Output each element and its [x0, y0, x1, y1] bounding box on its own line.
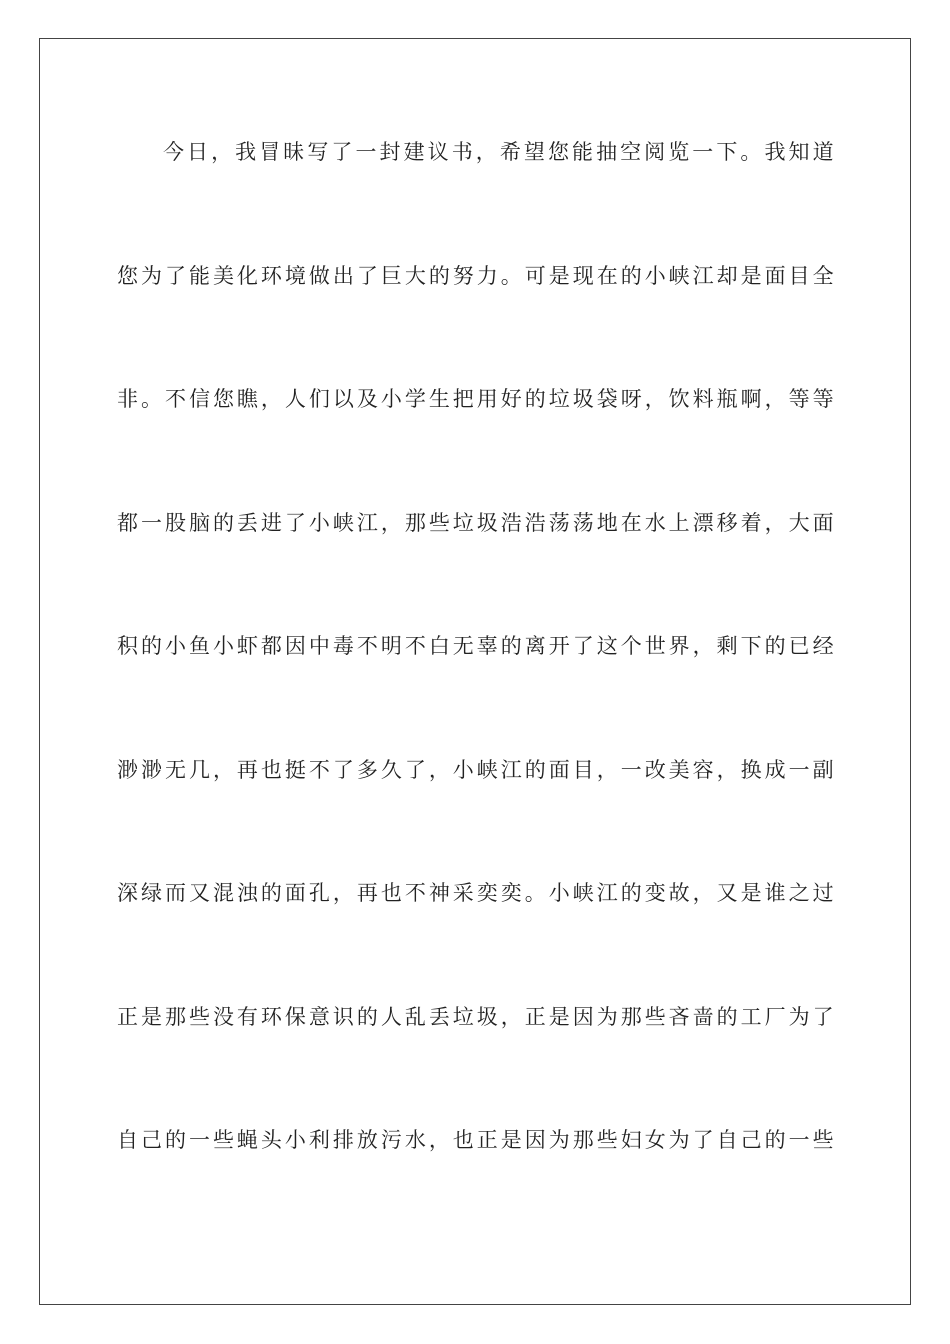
text-line-3: 非。不信您瞧，人们以及小学生把用好的垃圾袋呀，饮料瓶啊，等等 — [117, 387, 834, 411]
text-line-5: 积的小鱼小虾都因中毒不明不白无辜的离开了这个世界，剩下的已经 — [117, 634, 834, 658]
text-line-8: 正是那些没有环保意识的人乱丢垃圾，正是因为那些吝啬的工厂为了 — [117, 1004, 834, 1029]
document-body — [117, 130, 834, 1242]
text-line-1: 今日，我冒昧写了一封建议书，希望您能抽空阅览一下。我知道 — [163, 140, 834, 164]
text-line-2: 您为了能美化环境做出了巨大的努力。可是现在的小峡江却是面目全 — [117, 263, 834, 288]
text-line-7: 深绿而又混浊的面孔，再也不神采奕奕。小峡江的变故，又是谁之过 — [117, 881, 834, 905]
text-line-6: 渺渺无几，再也挺不了多久了，小峡江的面目，一改美容，换成一副 — [117, 757, 834, 782]
text-line-9: 自己的一些蝇头小利排放污水，也正是因为那些妇女为了自己的一些 — [117, 1128, 834, 1152]
text-line-4: 都一股脑的丢进了小峡江，那些垃圾浩浩荡荡地在水上漂移着，大面 — [117, 510, 834, 535]
